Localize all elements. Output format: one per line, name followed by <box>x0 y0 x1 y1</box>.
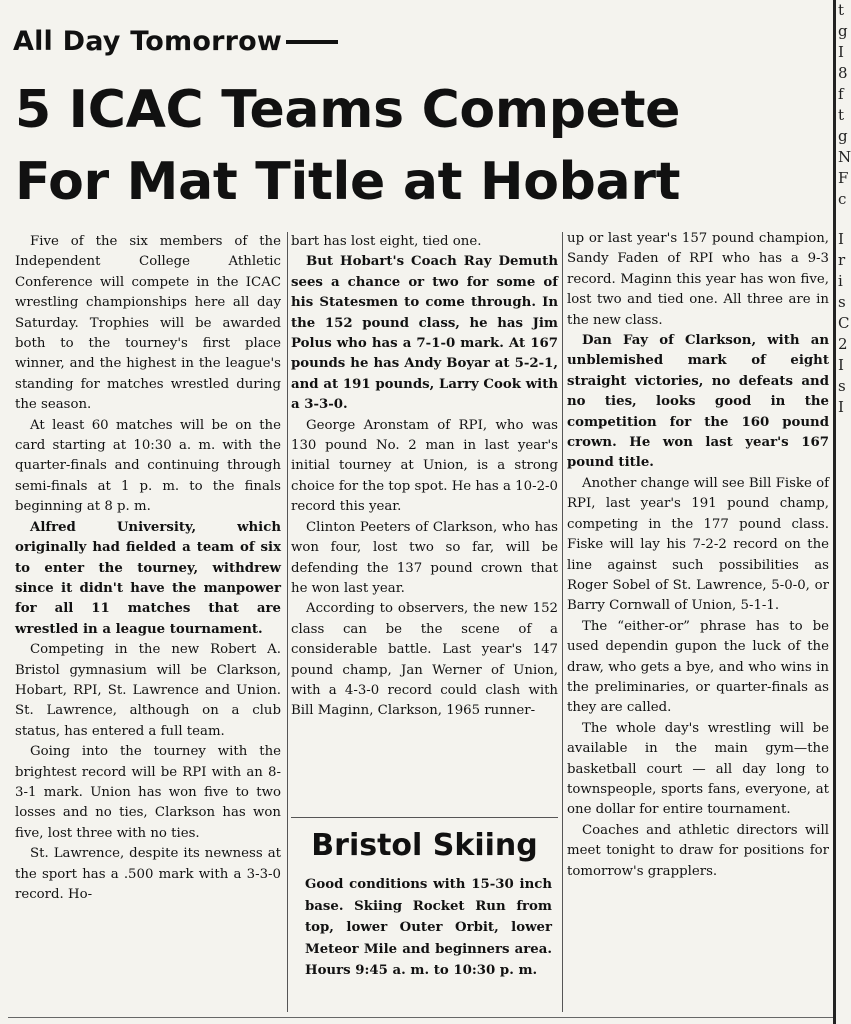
article-paragraph: Another change will see Bill Fiske of RPI, last year's 191 pound champ, competing in the 177 pound class. Fiske will lay his 7-2-2 record on the line against such possibilities as Roger Sobel of St. Lawrence, 5-0-0, or Barry Cornwall of Union, 5-1-1. <box>567 475 829 614</box>
main-headline <box>15 74 825 218</box>
edge-char: g <box>838 127 848 145</box>
article-paragraph: Coaches and athletic directors will meet tonight to draw for positions for tomorrow's grapplers. <box>567 822 829 879</box>
edge-char: c <box>838 190 847 208</box>
column-rule <box>562 232 563 1012</box>
edge-char: g <box>838 22 848 40</box>
edge-char: F <box>838 169 849 187</box>
article-paragraph-bold: Dan Fay of Clarkson, with an unblemished mark of eight straight victories, no defeats and no ties, looks good in the competition for the 160 pound crown. He won last year's 167 pound title. <box>567 333 829 471</box>
edge-char: t <box>838 1 845 19</box>
article-column-1 <box>15 232 281 905</box>
article-paragraph: Clinton Peeters of Clarkson, who has won four, lost two so far, will be defending the 137 pound crown that he won last year. <box>291 519 558 596</box>
edge-char: r <box>838 251 846 269</box>
sidebar-body: Good conditions with 15-30 inch base. Skiing Rocket Run from top, lower Outer Orbit, lower Meteor Mile and beginners area. Hours 9:45 a. m. to 10:30 p. m. <box>305 877 552 979</box>
sidebar-rule <box>291 817 558 818</box>
article-paragraph: bart has lost eight, tied one. <box>291 234 482 249</box>
bottom-rule <box>8 1017 833 1018</box>
article-paragraph: According to observers, the new 152 class can be the scene of a considerable battle. Last year's 147 pound champ, Jan Werner of Union, with a 4-3-0 record could clash with Bill Maginn, Clarkson, 1965 runner- <box>291 601 558 719</box>
edge-char: f <box>838 85 844 103</box>
edge-char: i <box>838 272 843 290</box>
edge-char: 8 <box>838 64 848 82</box>
kicker-headline <box>13 26 338 57</box>
edge-char: s <box>838 293 846 311</box>
headline-line-1: 5 ICAC Teams Compete <box>15 80 681 140</box>
edge-char: t <box>838 106 845 124</box>
article-paragraph: At least 60 matches will be on the card starting at 10:30 a. m. with the quarter-finals and continuing through semi-finals at 1 p. m. to the finals beginning at 8 p. m. <box>15 417 281 515</box>
headline-line-2: For Mat Title at Hobart <box>15 152 681 212</box>
edge-char: C <box>838 314 850 332</box>
article-paragraph: The whole day's wrestling will be available in the main gym—the basketball court — all day long to townspeople, sports fans, everyone, at one dollar for entire tournament. <box>567 720 829 818</box>
edge-char: N <box>838 148 851 166</box>
article-paragraph-bold: Alfred University, which originally had fielded a team of six to enter the tourney, withdrew since it didn't have the manpower for all 11 matches that are wrestled in a league tournament. <box>15 519 281 637</box>
adjacent-column-fragment <box>838 0 851 418</box>
edge-char: I <box>838 230 844 248</box>
column-rule <box>287 232 288 1012</box>
edge-char: s <box>838 377 846 395</box>
article-column-3 <box>567 229 829 882</box>
article-paragraph: Going into the tourney with the brightest record will be RPI with an 8-3-1 mark. Union has won five to two losses and no ties, Clarkson has won five, lost three with no ties. <box>15 744 281 841</box>
article-paragraph: up or last year's 157 pound champion, Sandy Faden of RPI who has a 9-3 record. Maginn this year has won five, lost two and tied one. All three are in the new class. <box>567 231 829 328</box>
article-paragraph: George Aronstam of RPI, who was 130 pound No. 2 man in last year's initial tourney at Union, is a strong choice for the top spot. He has a 10-2-0 record this year. <box>291 417 558 515</box>
article-paragraph: St. Lawrence, despite its newness at the sport has a .500 mark with a 3-3-0 record. Ho- <box>15 846 281 902</box>
article-column-2 <box>291 232 558 722</box>
kicker-dash <box>286 40 338 44</box>
edge-char: I <box>838 398 844 416</box>
article-paragraph: The “either-or” phrase has to be used dependin gupon the luck of the draw, who gets a bye, and who wins in the preliminaries, or quarter-finals as they are called. <box>567 618 829 716</box>
edge-char: I <box>838 43 844 61</box>
sidebar-title: Bristol Skiing <box>311 828 538 863</box>
edge-char: I <box>838 356 844 374</box>
article-paragraph-bold: But Hobart's Coach Ray Demuth sees a chance or two for some of his Statesmen to come through. In the 152 pound class, he has Jim Polus who has a 7-1-0 mark. At 167 pounds he has Andy Boyar at 5-2-1, and at 191 pounds, Larry Cook with a 3-3-0. <box>291 254 558 413</box>
article-paragraph: Competing in the new Robert A. Bristol gymnasium will be Clarkson, Hobart, RPI, St. Lawrence and Union. St. Lawrence, although on a club status, has entered a full team. <box>15 642 281 739</box>
column-divider-right <box>833 0 836 1024</box>
edge-char: 2 <box>838 335 848 353</box>
article-paragraph: Five of the six members of the Independent College Athletic Conference will compete in the ICAC wrestling championships here all day Saturday. Trophies will be awarded both to the tourney's first place winner, and the highest in the league's standing for matches wrestled during the season. <box>15 234 281 413</box>
kicker-text: All Day Tomorrow <box>13 26 282 57</box>
